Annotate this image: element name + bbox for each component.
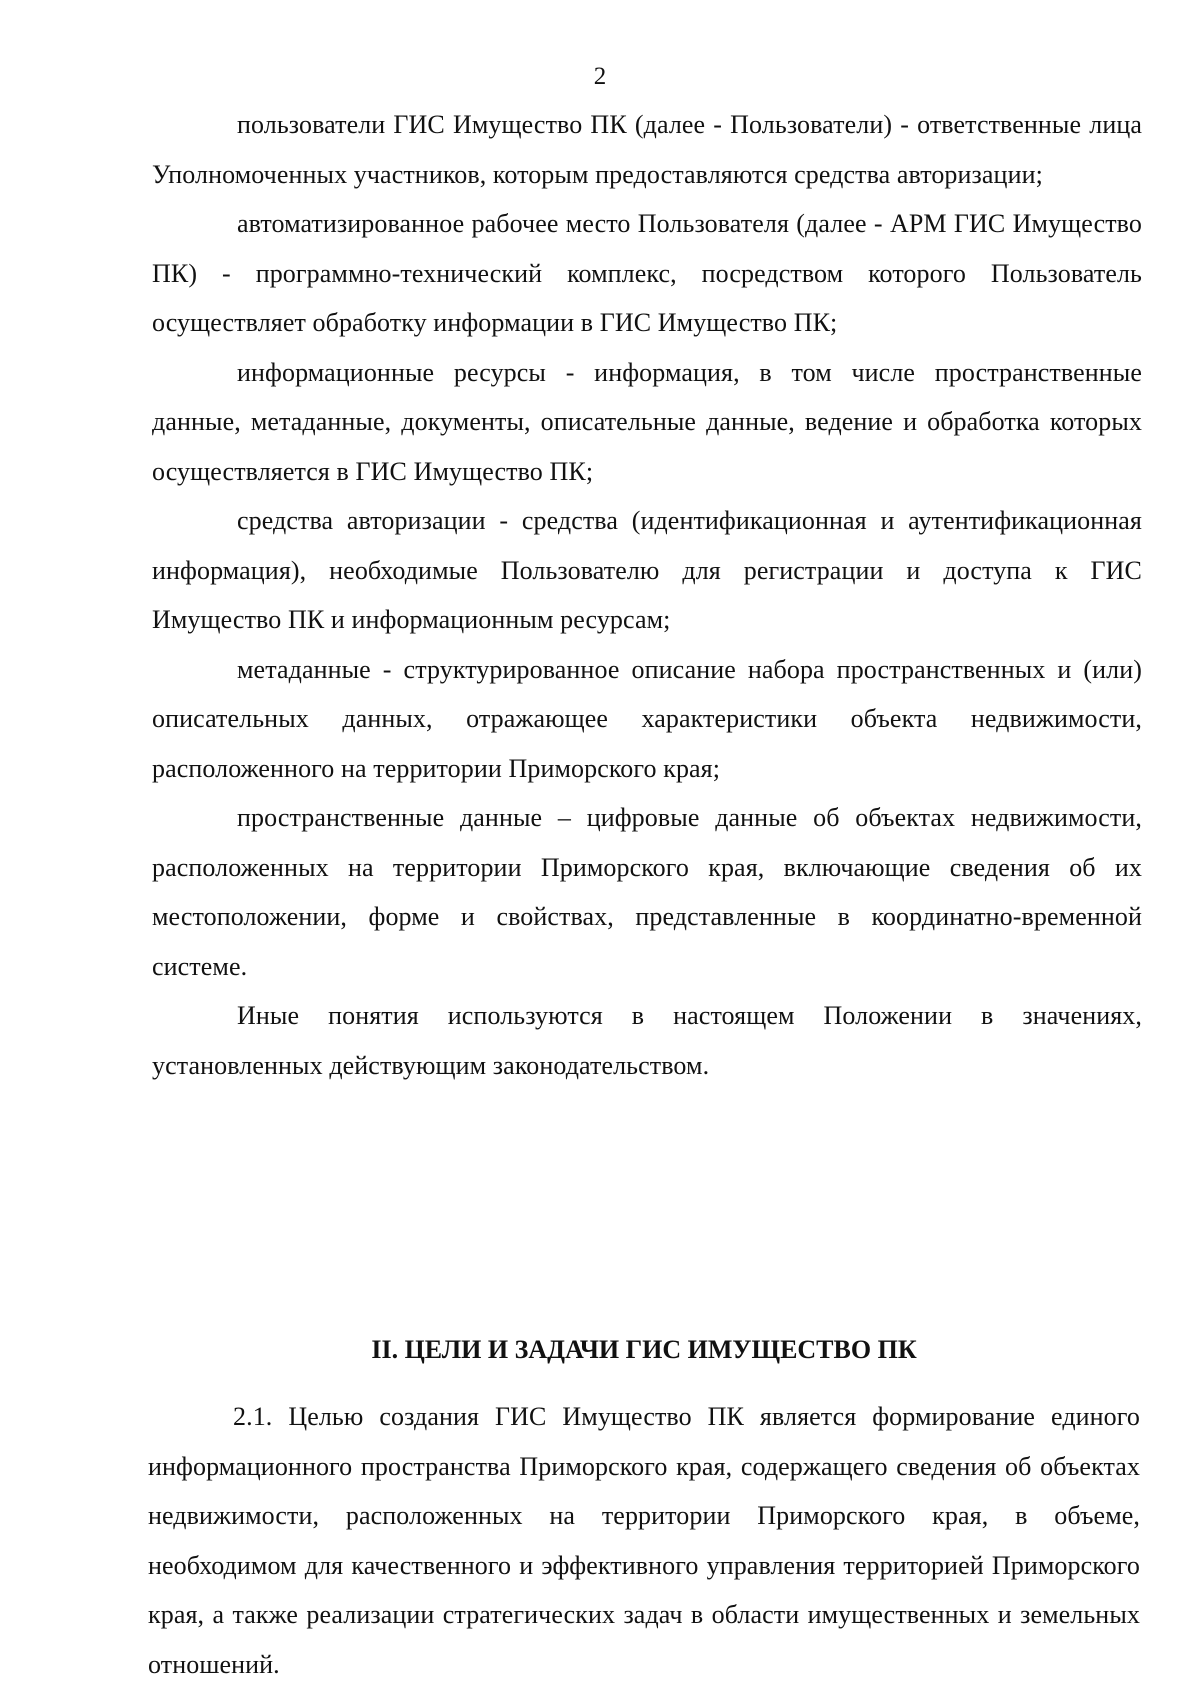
goals-section — [148, 1290, 1140, 1689]
definitions-block — [152, 100, 1142, 1090]
paragraph-authorization-means-definition: средства авторизации - средства (идентификационная и аутентификационная информация), необходимые Пользователю для регистрации и доступа к ГИС Имущество ПК и информационным ресурсам; — [152, 506, 1142, 634]
paragraph-users-definition: пользователи ГИС Имущество ПК (далее - Пользователи) - ответственные лица Уполномоченных участников, которым предоставляются средства авторизации; — [152, 110, 1142, 189]
paragraph-arm-definition: автоматизированное рабочее место Пользователя (далее - АРМ ГИС Имущество ПК) - программно-технический комплекс, посредством которого Пользователь осуществляет обработку информации в ГИС Имущество ПК; — [152, 209, 1142, 337]
page-number: 2 — [593, 63, 607, 90]
paragraph-information-resources-definition: информационные ресурсы - информация, в том числе пространственные данные, метаданные, документы, описательные данные, ведение и обработка которых осуществляется в ГИС Имущество ПК; — [152, 357, 1142, 486]
paragraph-spatial-data-definition: пространственные данные – цифровые данные об объектах недвижимости, расположенных на территории Приморского края, включающие сведения об их местоположении, форме и свойствах, представленные в координатно-временной системе. — [152, 803, 1142, 981]
paragraph-other-terms: Иные понятия используются в настоящем Положении в значениях, установленных действующим законодательством. — [152, 1001, 1142, 1080]
paragraph-2-1: 2.1. Целью создания ГИС Имущество ПК является формирование единого информационного пространства Приморского края, содержащего сведения об объектах недвижимости, расположенных на территории Приморского края, в объеме, необходимом для качественного и эффективного управления территорией Приморского края, а также реализации стратегических задач в области имущественных и земельных отношений. — [148, 1402, 1140, 1679]
section-heading: II. ЦЕЛИ И ЗАДАЧИ ГИС ИМУЩЕСТВО ПК — [371, 1335, 917, 1364]
paragraph-metadata-definition: метаданные - структурированное описание набора пространственных и (или) описательных данных, отражающее характеристики объекта недвижимости, расположенного на территории Приморского края; — [152, 654, 1142, 783]
